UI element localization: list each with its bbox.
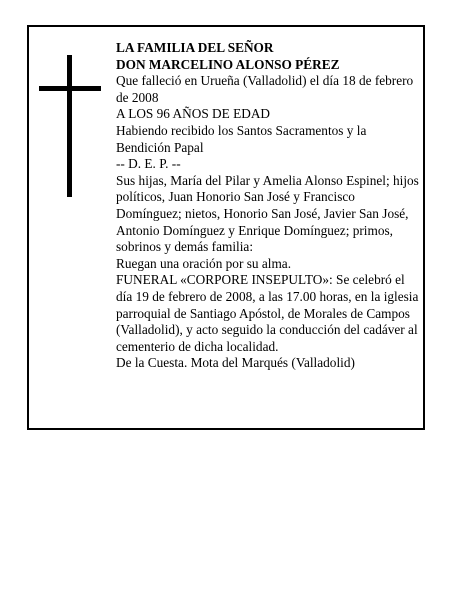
heading-deceased-name: DON MARCELINO ALONSO PÉREZ [116, 56, 340, 72]
obituary-notice [27, 25, 425, 430]
heading-family: LA FAMILIA DEL SEÑOR [116, 40, 274, 55]
obituary-text [116, 40, 423, 372]
funeral-home: De la Cuesta. Mota del Marqués (Valladolid) [116, 355, 355, 371]
rip-line: -- D. E. P. -- [116, 156, 181, 172]
sacraments-line: Habiendo recibido los Santos Sacramentos y la Bendición Papal [116, 122, 367, 155]
prayer-request: Ruegan una oración por su alma. [116, 255, 292, 271]
funeral-details: FUNERAL «CORPORE INSEPULTO»: Se celebró el día 19 de febrero de 2008, a las 17.00 horas, en la iglesia parroquial de Santiago Apóstol, de Morales de Campos (Valladolid), y acto seguido la conducción del cadáver al cementerio de dicha localidad. [116, 272, 419, 354]
age-at-death: A LOS 96 AÑOS DE EDAD [116, 106, 271, 122]
cross-vertical-bar [67, 55, 72, 197]
family-list: Sus hijas, María del Pilar y Amelia Alonso Espinel; hijos políticos, Juan Honorio San José y Francisco Domínguez; nietos, Honorio San José, Javier San José, Antonio Domínguez y Enrique Domínguez; primos, sobrinos y demás familia: [116, 172, 419, 255]
death-info: Que falleció en Urueña (Valladolid) el día 18 de febrero de 2008 [116, 73, 414, 105]
cross-horizontal-bar [39, 86, 101, 91]
